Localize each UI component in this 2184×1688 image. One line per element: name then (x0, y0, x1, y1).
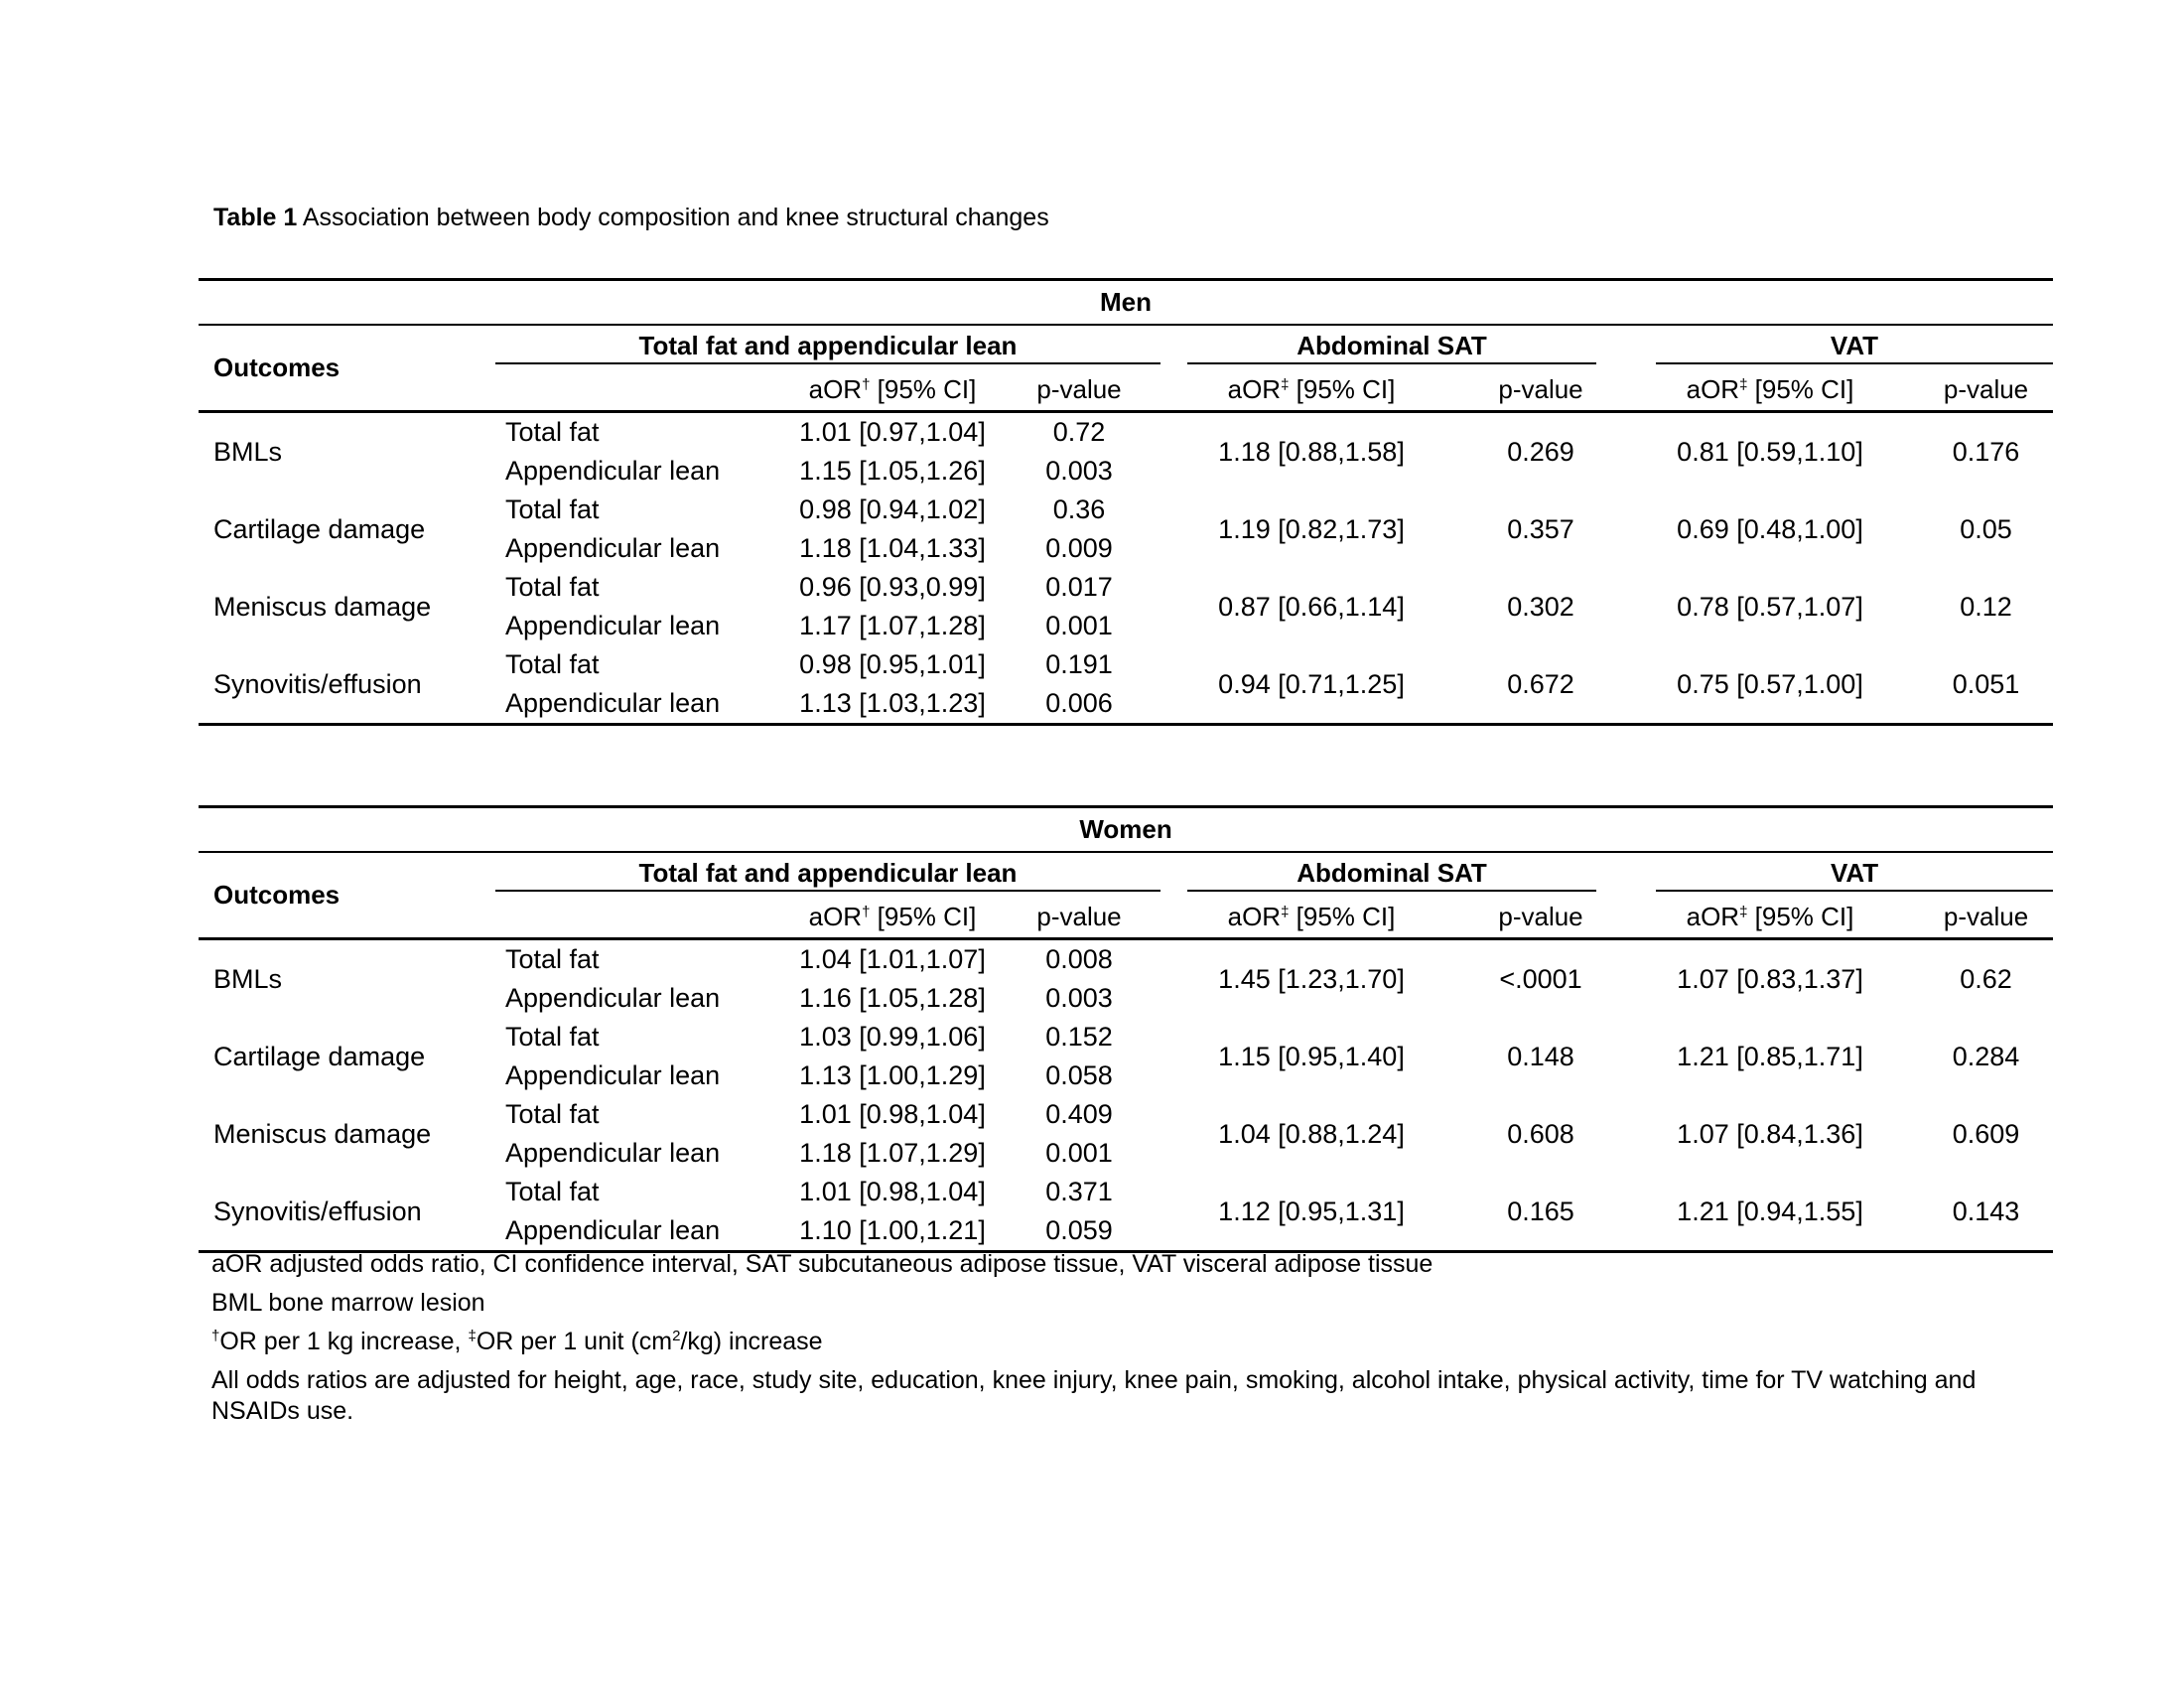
outcomes-header: Outcomes (199, 325, 493, 412)
aor-value: 1.01 [0.98,1.04] (799, 1099, 986, 1129)
group-fat-lean-header (493, 852, 1162, 896)
fat-lean-aor-subheader: aOR† [95% CI] (789, 368, 996, 412)
group-fat-lean-underline: Total fat and appendicular lean (495, 857, 1160, 892)
vat-p-value: 0.12 (1960, 591, 2012, 622)
vat-p-value: 0.609 (1952, 1118, 2020, 1149)
group-vat-underline: VAT (1656, 857, 2053, 892)
p-value: 0.72 (1052, 417, 1106, 447)
table-row (199, 1173, 2053, 1211)
aor-value: 1.18 [1.04,1.33] (799, 533, 986, 563)
vat-aor-subheader: aOR‡ [95% CI] (1621, 896, 1919, 939)
sat-aor-subheader: aOR‡ [95% CI] (1162, 896, 1460, 939)
table-number: Table 1 (213, 204, 298, 231)
measure-subheader-blank (493, 896, 789, 939)
p-value: 0.371 (1045, 1177, 1113, 1206)
vat-aor-value: 1.21 [0.94,1.55] (1621, 1173, 1919, 1252)
group-vat-header (1621, 852, 2053, 896)
table-row (199, 412, 2053, 453)
p-value: 0.36 (1052, 494, 1106, 524)
vat-p-value: 0.176 (1952, 436, 2020, 467)
table-row (199, 939, 2053, 980)
p-value: 0.058 (1045, 1060, 1113, 1090)
men-table (199, 278, 2053, 726)
table-caption (213, 204, 1049, 232)
outcome-label: Cartilage damage (213, 513, 426, 544)
outcome-label: Meniscus damage (213, 591, 432, 622)
vat-pvalue-subheader: p-value (1919, 896, 2053, 939)
sat-p-value: 0.608 (1507, 1118, 1574, 1149)
vat-p-value: 0.284 (1952, 1041, 2020, 1071)
outcome-label: Synovitis/effusion (199, 1173, 493, 1252)
sat-p-value: 0.357 (1507, 513, 1574, 544)
sat-p-value: 0.302 (1507, 591, 1574, 622)
sat-aor-value: 1.12 [0.95,1.31] (1162, 1173, 1460, 1252)
aor-value: 1.10 [1.00,1.21] (789, 1211, 996, 1252)
aor-value: 0.98 [0.94,1.02] (799, 494, 986, 524)
women-table-block (199, 805, 2053, 1253)
outcome-label: Cartilage damage (213, 1041, 426, 1071)
table-notes (211, 1249, 2048, 1439)
vat-aor-value: 0.75 [0.57,1.00] (1621, 645, 1919, 725)
men-table-block (199, 278, 2053, 726)
note-abbreviations: aOR adjusted odds ratio, CI confidence interval, SAT subcutaneous adipose tissue, VAT visceral adipose tissue (211, 1250, 1433, 1278)
table-row (199, 491, 2053, 529)
aor-value: 1.16 [1.05,1.28] (799, 983, 986, 1013)
measure-label: Total fat (505, 649, 600, 679)
table-row (199, 645, 2053, 684)
group-vat-header (1621, 325, 2053, 368)
p-value: 0.152 (1045, 1022, 1113, 1052)
sat-pvalue-subheader: p-value (1460, 896, 1621, 939)
sat-aor-value: 0.87 [0.66,1.14] (1218, 591, 1405, 622)
aor-value: 1.17 [1.07,1.28] (799, 611, 986, 640)
fat-lean-aor-subheader: aOR† [95% CI] (789, 896, 996, 939)
measure-label: Total fat (505, 1177, 600, 1206)
p-value: 0.009 (1045, 533, 1113, 563)
measure-label: Appendicular lean (493, 1211, 789, 1252)
measure-label: Appendicular lean (505, 1060, 721, 1090)
sat-aor-value: 1.18 [0.88,1.58] (1218, 436, 1405, 467)
aor-value: 1.13 [1.00,1.29] (799, 1060, 986, 1090)
p-value: 0.006 (996, 684, 1162, 725)
aor-value: 1.03 [0.99,1.06] (799, 1022, 986, 1052)
note-adjustment: All odds ratios are adjusted for height, age, race, study site, education, knee injury, knee pain, smoking, alcohol intake, physical activity, time for TV watching and NSAIDs use. (211, 1366, 1977, 1425)
group-sat-underline: Abdominal SAT (1187, 330, 1596, 364)
p-value: 0.059 (996, 1211, 1162, 1252)
fat-lean-pvalue-subheader: p-value (996, 896, 1162, 939)
note-bml: BML bone marrow lesion (211, 1289, 485, 1317)
outcome-label: BMLs (213, 963, 283, 994)
note-footnote: †OR per 1 kg increase, ‡OR per 1 unit $(cm^2/kg)$ increase (211, 1328, 823, 1355)
table-caption-text: Association between body composition and knee structural changes (297, 204, 1049, 231)
aor-value: 1.01 [0.97,1.04] (799, 417, 986, 447)
sat-p-value: 0.165 (1460, 1173, 1621, 1252)
sat-aor-value: 1.19 [0.82,1.73] (1218, 513, 1405, 544)
women-title: Women (199, 807, 2053, 853)
measure-label: Appendicular lean (505, 533, 721, 563)
p-value: 0.001 (1045, 611, 1113, 640)
measure-label: Total fat (505, 1022, 600, 1052)
aor-value: 1.04 [1.01,1.07] (799, 944, 986, 974)
sat-p-value: 0.148 (1507, 1041, 1574, 1071)
vat-p-value: 0.62 (1960, 963, 2012, 994)
measure-label: Appendicular lean (505, 456, 721, 486)
group-sat-header (1162, 852, 1621, 896)
fat-lean-pvalue-subheader: p-value (996, 368, 1162, 412)
group-fat-lean-header (493, 325, 1162, 368)
table-row (199, 1095, 2053, 1134)
vat-aor-value: 0.78 [0.57,1.07] (1677, 591, 1863, 622)
sat-p-value: 0.269 (1507, 436, 1574, 467)
sat-aor-subheader: aOR‡ [95% CI] (1162, 368, 1460, 412)
aor-value: 1.13 [1.03,1.23] (789, 684, 996, 725)
women-table (199, 805, 2053, 1253)
men-title: Men (199, 280, 2053, 326)
sat-aor-value: 1.15 [0.95,1.40] (1218, 1041, 1405, 1071)
p-value: 0.017 (1045, 572, 1113, 602)
vat-aor-value: 0.69 [0.48,1.00] (1677, 513, 1863, 544)
measure-label: Appendicular lean (493, 684, 789, 725)
outcome-label: BMLs (213, 436, 283, 467)
measure-label: Total fat (505, 494, 600, 524)
measure-subheader-blank (493, 368, 789, 412)
measure-label: Total fat (505, 944, 600, 974)
sat-p-value: 0.672 (1460, 645, 1621, 725)
aor-value: 1.18 [1.07,1.29] (799, 1138, 986, 1168)
measure-label: Total fat (505, 1099, 600, 1129)
measure-label: Total fat (505, 417, 600, 447)
aor-value: 0.98 [0.95,1.01] (799, 649, 986, 679)
group-fat-lean-underline: Total fat and appendicular lean (495, 330, 1160, 364)
group-sat-underline: Abdominal SAT (1187, 857, 1596, 892)
measure-label: Appendicular lean (505, 983, 721, 1013)
p-value: 0.191 (1045, 649, 1113, 679)
outcome-label: Meniscus damage (213, 1118, 432, 1149)
p-value: 0.001 (1045, 1138, 1113, 1168)
vat-p-value: 0.051 (1919, 645, 2053, 725)
aor-value: 0.96 [0.93,0.99] (799, 572, 986, 602)
table-row (199, 1018, 2053, 1056)
sat-aor-value: 1.45 [1.23,1.70] (1218, 963, 1405, 994)
vat-aor-value: 1.07 [0.83,1.37] (1677, 963, 1863, 994)
vat-aor-subheader: aOR‡ [95% CI] (1621, 368, 1919, 412)
vat-p-value: 0.05 (1960, 513, 2012, 544)
sat-p-value: <.0001 (1499, 963, 1582, 994)
sat-pvalue-subheader: p-value (1460, 368, 1621, 412)
aor-value: 1.15 [1.05,1.26] (799, 456, 986, 486)
vat-aor-value: 1.21 [0.85,1.71] (1677, 1041, 1863, 1071)
measure-label: Appendicular lean (505, 611, 721, 640)
measure-label: Appendicular lean (505, 1138, 721, 1168)
vat-aor-value: 0.81 [0.59,1.10] (1677, 436, 1863, 467)
vat-pvalue-subheader: p-value (1919, 368, 2053, 412)
p-value: 0.003 (1045, 456, 1113, 486)
measure-label: Total fat (505, 572, 600, 602)
table-row (199, 568, 2053, 607)
p-value: 0.409 (1045, 1099, 1113, 1129)
group-vat-underline: VAT (1656, 330, 2053, 364)
p-value: 0.008 (1045, 944, 1113, 974)
outcome-label: Synovitis/effusion (199, 645, 493, 725)
sat-aor-value: 0.94 [0.71,1.25] (1162, 645, 1460, 725)
outcomes-header: Outcomes (199, 852, 493, 939)
aor-value: 1.01 [0.98,1.04] (799, 1177, 986, 1206)
p-value: 0.003 (1045, 983, 1113, 1013)
vat-aor-value: 1.07 [0.84,1.36] (1677, 1118, 1863, 1149)
sat-aor-value: 1.04 [0.88,1.24] (1218, 1118, 1405, 1149)
vat-p-value: 0.143 (1919, 1173, 2053, 1252)
group-sat-header (1162, 325, 1621, 368)
